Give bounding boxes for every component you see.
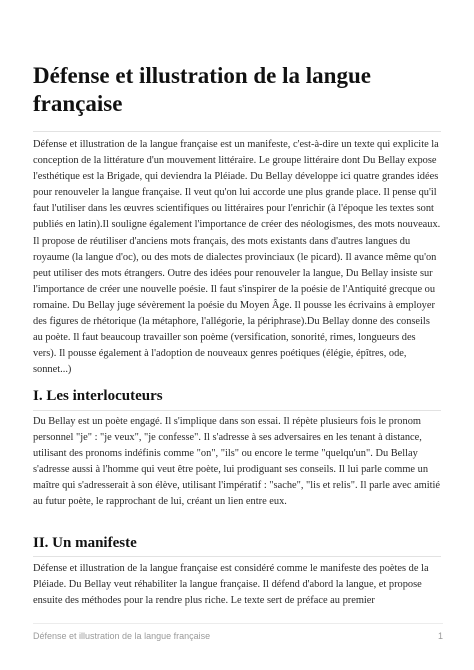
- page-title: Défense et illustration de la langue française: [33, 63, 371, 116]
- section-heading-interlocuteurs: I. Les interlocuteurs: [33, 388, 163, 404]
- section-heading-manifeste: II. Un manifeste: [33, 535, 137, 551]
- page-footer: [33, 631, 443, 641]
- section-divider: [33, 410, 441, 411]
- page-number: 1: [437, 631, 443, 641]
- footer-title: Défense et illustration de la langue française: [33, 631, 211, 641]
- footer-divider: [33, 623, 443, 624]
- title-divider: [33, 131, 441, 132]
- section-paragraph-manifeste: Défense et illustration de la langue française est considéré comme le manifeste des poètes de la Pléiade. Du Bellay veut réhabiliter la langue française. Il défend d'abord la langue, et propose ensuite des méthodes pour la rendre plus riche. Le texte sert de préface au premier: [33, 563, 429, 607]
- intro-paragraph: Défense et illustration de la langue française est un manifeste, c'est-à-dire un texte qui explicite la conception de la littérature d'un mouvement littéraire. Le groupe littéraire dont Du Bellay expose l'esthétique est la Brigade, qui deviendra la Pléiade. Du Bellay développe ici quatre grandes idées pour renouveler la langue française. Il veut qu'on lui accorde une plus grande place. Il pense qu'il faut l'utiliser dans les œuvres scientifiques ou littéraires pour l'enrichir (à l'époque les textes sont publiés en latin).Il souligne également l'importance de créer des néologismes, des mots nouveaux. Il propose de réutiliser d'anciens mots français, des mots existants dans d'autres langues du royaume (la langue d'oc), ou des mots de dialectes provinciaux (le picard). Il avance même qu'on peut utiliser des mots étrangers. Outre des idées pour renouveler la langue, Du Bellay insiste sur l'importance de créer une nouvelle poésie. Il faut s'inspirer de la poésie de l'Antiquité grecque ou romaine. Du Bellay juge sévèrement la poésie du Moyen Âge. Il pousse les écrivains à employer des figures de rhétorique (la métaphore, l'allégorie, la périphrase).Du Bellay donne des conseils au poète. Il faut beaucoup travailler son poème (versification, sonorité, rimes, longueurs des vers). Il pousse également à l'adoption de nouveaux genres poétiques (élégie, épîtres, ode, sonnet...): [33, 139, 441, 376]
- section-paragraph-interlocuteurs: Du Bellay est un poète engagé. Il s'implique dans son essai. Il répète plusieurs fois le pronom personnel "je" : "je veux", "je confesse". Il s'adresse à ses adversaires en les tenant à distance, utilisant des pronoms indéfinis comme "on", "ils" ou encore le terme "quelqu'un". Du Bellay s'adresse aussi à l'homme qui veut être poète, lui prodiguant ses conseils. Il lui parle comme un maître qui s'adresserait à son élève, utilisant l'impératif : "sache", "lis et relis". Il parle avec amitié au futur poète, le rapprochant de lui, créant un lien entre eux.: [33, 416, 441, 508]
- section-divider: [33, 556, 441, 557]
